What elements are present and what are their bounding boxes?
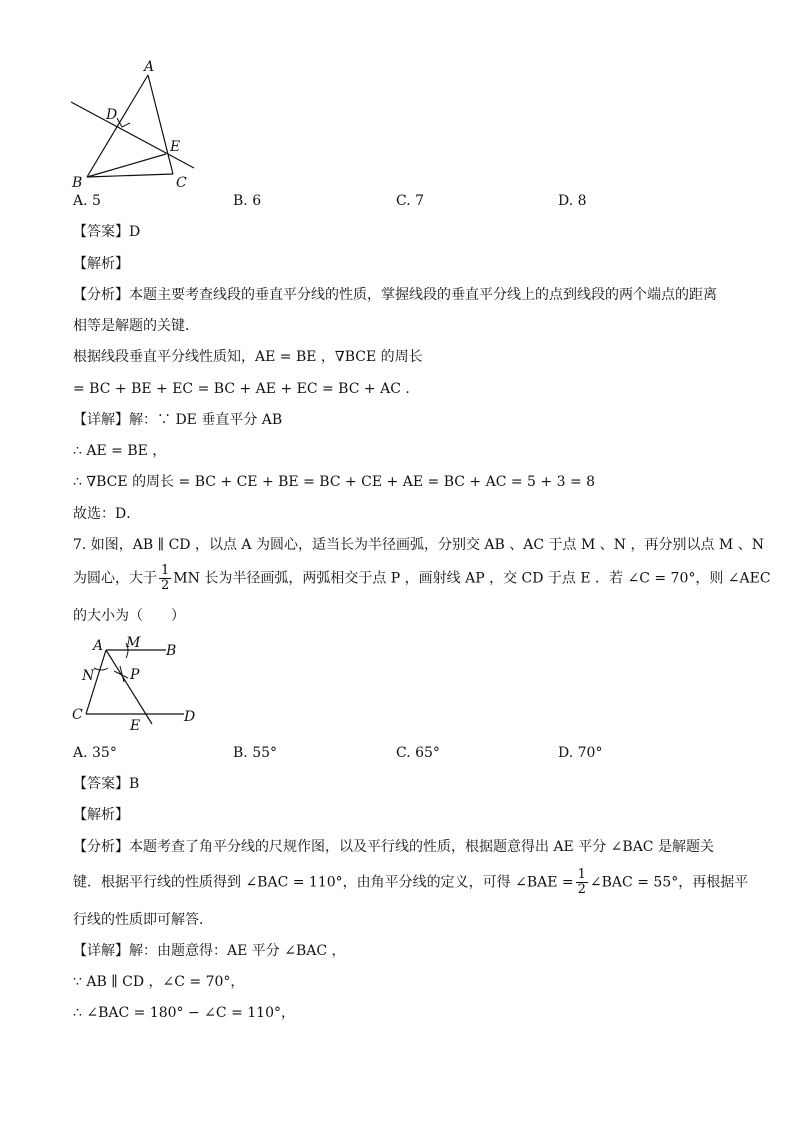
q7-stem-line3: 的大小为（ ）: [73, 608, 185, 624]
q7-xiangjie-line3: ∴ ∠BAC = 180° − ∠C = 110°，: [73, 1005, 295, 1021]
q7-xiangjie-line1: 【详解】解：由题意得：AE 平分 ∠BAC ，: [73, 943, 346, 959]
label-B: B: [72, 175, 83, 190]
q6-line4: = BC + BE + EC = BC + AE + EC = BC + AC ．: [73, 381, 420, 397]
q7-option-c: C. 65°: [396, 745, 440, 761]
q6-line8: 故选：D．: [73, 506, 141, 522]
q6-xiangjie-line: 【详解】解：∵ DE 垂直平分 AB: [73, 412, 283, 428]
label-E: E: [170, 139, 181, 155]
q7-stem-line2: [73, 564, 771, 593]
q6-line7: ∴ ∇BCE 的周长 = BC + CE + BE = BC + CE + AE = BC + AC = 5 + 3 = 8: [73, 474, 596, 490]
q6-option-b: B. 6: [233, 193, 262, 209]
answer-tag: 【答案】: [73, 776, 129, 792]
q7-fenxi-line1: 【分析】本题考查了角平分线的尺规作图，以及平行线的性质，根据题意得出 AE 平分 ∠BAC 是解题关: [73, 839, 714, 855]
answer-tag: 【答案】: [73, 224, 129, 240]
q6-option-d: D. 8: [558, 193, 587, 209]
q7-analysis-tag: 【解析】: [73, 807, 129, 823]
q6-line3: 根据线段垂直平分线性质知，AE = BE ，∇BCE 的周长: [73, 349, 423, 365]
answer-value: D: [129, 224, 141, 240]
q7-option-a: A. 35°: [73, 745, 117, 761]
label-D: D: [184, 709, 196, 725]
label-D: D: [106, 107, 118, 123]
q6-fenxi-line1: 【分析】本题主要考查线段的垂直平分线的性质，掌握线段的垂直平分线上的点到线段的两个端点的距离: [73, 287, 717, 303]
q6-analysis-tag: 【解析】: [73, 256, 129, 272]
fraction-half: $\frac{1}{2}$: [161, 563, 170, 593]
label-B: B: [166, 643, 177, 659]
label-C: C: [72, 707, 83, 723]
q7-xiangjie-line2: ∵ AB ∥ CD ，∠C = 70°，: [73, 974, 245, 990]
q7-fenxi-line3: 行线的性质即可解答．: [73, 912, 213, 928]
q6-fenxi-line2: 相等是解题的关键．: [73, 318, 199, 334]
q7-fenxi-line2: [73, 868, 748, 897]
stem-line2-pre: 为圆心，大于: [73, 570, 157, 587]
label-A: A: [144, 59, 155, 75]
stem-line2-post: MN 长为半径画弧，两弧相交于点 P ，画射线 AP ，交 CD 于点 E ．若 ∠C = 70°，则 ∠AEC: [173, 570, 771, 587]
label-C: C: [176, 175, 187, 190]
label-A: A: [93, 638, 104, 654]
q7-option-b: B. 55°: [233, 745, 278, 761]
q6-option-a: A. 5: [73, 193, 101, 209]
answer-value: B: [129, 776, 140, 792]
triangle-figure: [66, 55, 206, 190]
q7-option-d: D. 70°: [558, 745, 603, 761]
q6-option-c: C. 7: [396, 193, 425, 209]
fenxi-line2-pre: 键．根据平行线的性质得到 ∠BAC = 110°，由角平分线的定义，可得 ∠BAE =: [73, 874, 574, 891]
label-N: N: [82, 668, 95, 684]
label-E: E: [130, 718, 141, 732]
fenxi-line2-post: ∠BAC = 55°，再根据平: [589, 874, 749, 891]
q7-stem-line1: 7. 如图，AB ∥ CD ，以点 A 为圆心，适当长为半径画弧，分别交 AB 、AC 于点 M 、N ，再分别以点 M 、N: [73, 537, 764, 553]
fraction-half: $\frac{1}{2}$: [577, 867, 586, 897]
label-M: M: [126, 635, 141, 651]
q6-answer: [73, 223, 140, 241]
q6-line6: ∴ AE = BE ，: [73, 443, 167, 459]
label-P: P: [130, 667, 140, 683]
q7-answer: [73, 775, 139, 793]
parallel-lines-figure: [66, 632, 206, 732]
